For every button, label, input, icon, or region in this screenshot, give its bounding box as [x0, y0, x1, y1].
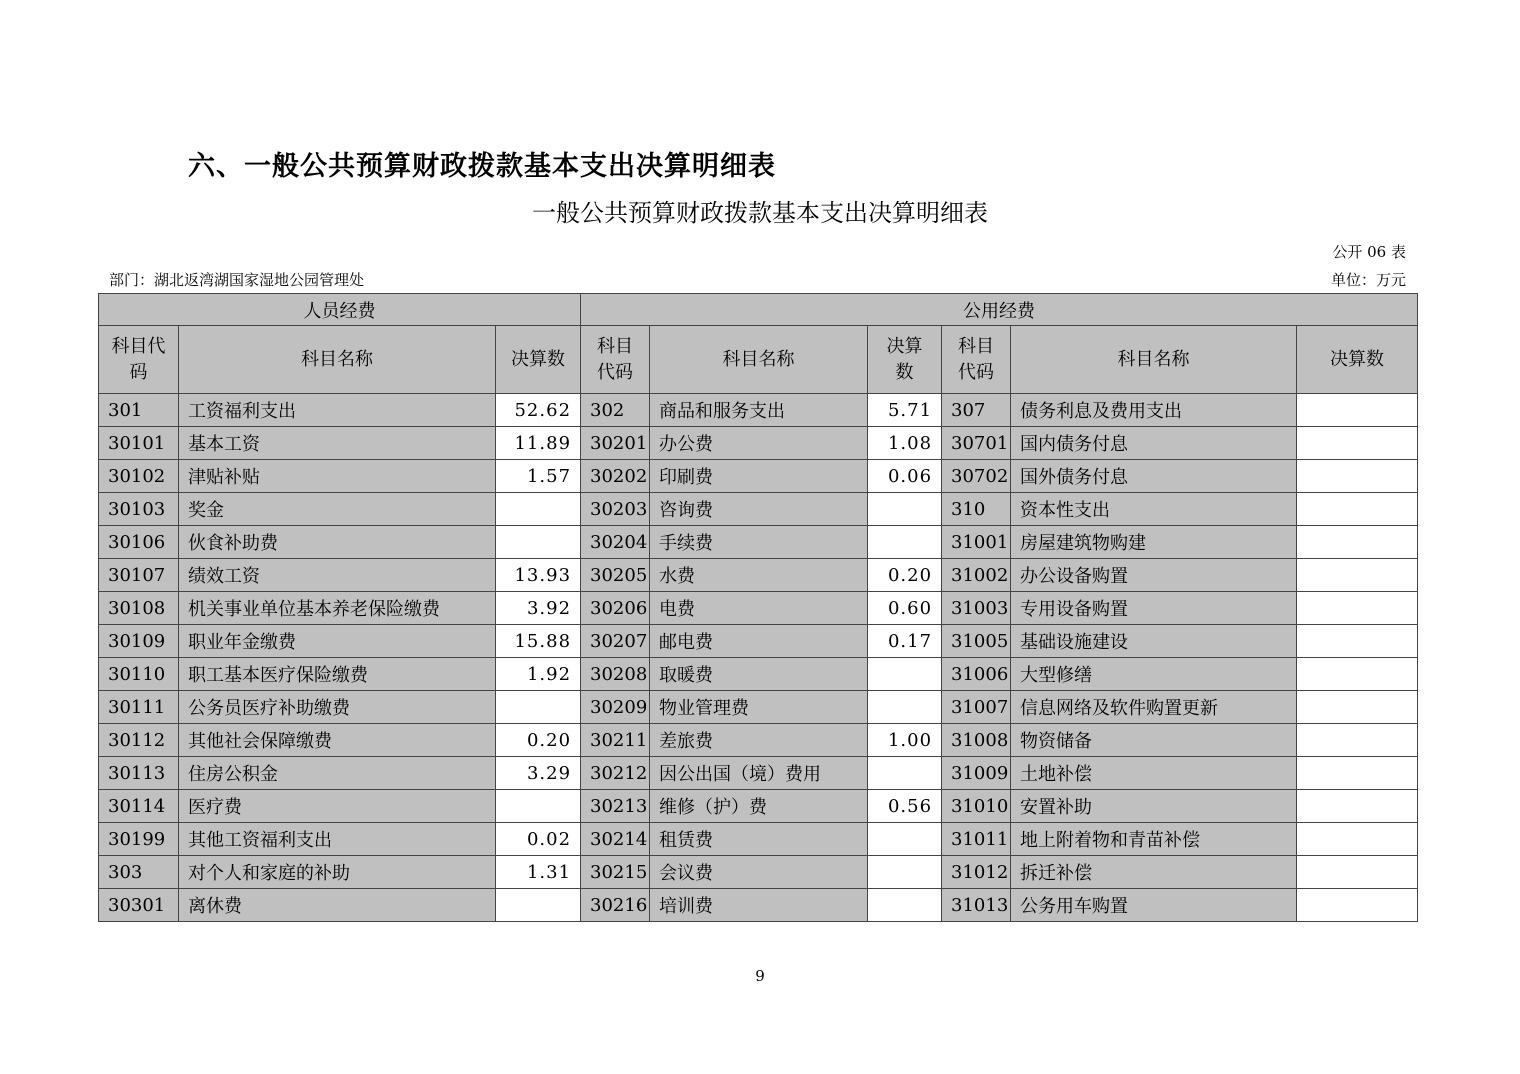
public1-name-cell: 会议费: [650, 856, 868, 889]
public1-amount-cell: 0.60: [868, 592, 942, 625]
personnel-name-cell: 职工基本医疗保险缴费: [179, 658, 496, 691]
public1-name-cell: 电费: [650, 592, 868, 625]
table-row: [99, 889, 1418, 922]
personnel-code-cell: 30103: [99, 493, 179, 526]
public1-amount-cell: 0.56: [868, 790, 942, 823]
public1-code-cell: 30212: [581, 757, 650, 790]
public1-amount-cell: 1.00: [868, 724, 942, 757]
col-header-personnel-code: 科目代码: [99, 326, 179, 394]
personnel-name-cell: 津贴补贴: [179, 460, 496, 493]
public1-amount-cell: 0.20: [868, 559, 942, 592]
table-row: [99, 394, 1418, 427]
personnel-code-cell: 30102: [99, 460, 179, 493]
public2-amount-cell: [1297, 823, 1418, 856]
public1-name-cell: 邮电费: [650, 625, 868, 658]
public2-code-cell: 31007: [942, 691, 1011, 724]
public2-code-cell: 31013: [942, 889, 1011, 922]
personnel-amount-cell: 13.93: [496, 559, 581, 592]
public2-amount-cell: [1297, 526, 1418, 559]
public1-name-cell: 水费: [650, 559, 868, 592]
column-header-row: [99, 326, 1418, 394]
public1-amount-cell: 5.71: [868, 394, 942, 427]
personnel-code-cell: 30107: [99, 559, 179, 592]
public2-amount-cell: [1297, 460, 1418, 493]
public1-name-cell: 咨询费: [650, 493, 868, 526]
col-header-public1-code: 科目代码: [581, 326, 650, 394]
public1-amount-cell: [868, 757, 942, 790]
public2-amount-cell: [1297, 757, 1418, 790]
personnel-code-cell: 30199: [99, 823, 179, 856]
personnel-amount-cell: 11.89: [496, 427, 581, 460]
public2-code-cell: 31003: [942, 592, 1011, 625]
public2-amount-cell: [1297, 889, 1418, 922]
personnel-amount-cell: 3.92: [496, 592, 581, 625]
personnel-name-cell: 公务员医疗补助缴费: [179, 691, 496, 724]
public2-amount-cell: [1297, 592, 1418, 625]
public2-amount-cell: [1297, 856, 1418, 889]
public1-amount-cell: [868, 856, 942, 889]
personnel-amount-cell: 3.29: [496, 757, 581, 790]
personnel-name-cell: 医疗费: [179, 790, 496, 823]
personnel-name-cell: 其他工资福利支出: [179, 823, 496, 856]
col-header-public1-name: 科目名称: [650, 326, 868, 394]
table-row: [99, 592, 1418, 625]
public1-code-cell: 30208: [581, 658, 650, 691]
public1-amount-cell: [868, 691, 942, 724]
personnel-name-cell: 住房公积金: [179, 757, 496, 790]
unit-label: 单位：万元: [1330, 271, 1406, 289]
public1-code-cell: 302: [581, 394, 650, 427]
page-number: 9: [755, 967, 765, 985]
public2-amount-cell: [1297, 691, 1418, 724]
public1-code-cell: 30203: [581, 493, 650, 526]
public1-name-cell: 因公出国（境）费用: [650, 757, 868, 790]
public2-name-cell: 资本性支出: [1011, 493, 1297, 526]
table-code: 公开 06 表: [1332, 243, 1406, 261]
public1-name-cell: 取暖费: [650, 658, 868, 691]
personnel-name-cell: 机关事业单位基本养老保险缴费: [179, 592, 496, 625]
personnel-amount-cell: 0.20: [496, 724, 581, 757]
personnel-amount-cell: [496, 790, 581, 823]
personnel-amount-cell: 1.31: [496, 856, 581, 889]
public1-name-cell: 手续费: [650, 526, 868, 559]
table-row: [99, 427, 1418, 460]
public1-amount-cell: 1.08: [868, 427, 942, 460]
personnel-amount-cell: 0.02: [496, 823, 581, 856]
public2-amount-cell: [1297, 625, 1418, 658]
public2-name-cell: 公务用车购置: [1011, 889, 1297, 922]
public2-name-cell: 国内债务付息: [1011, 427, 1297, 460]
personnel-code-cell: 30108: [99, 592, 179, 625]
table-row: [99, 724, 1418, 757]
public1-name-cell: 租赁费: [650, 823, 868, 856]
table-row: [99, 856, 1418, 889]
public2-code-cell: 31012: [942, 856, 1011, 889]
public2-code-cell: 31009: [942, 757, 1011, 790]
public1-code-cell: 30204: [581, 526, 650, 559]
public2-code-cell: 30702: [942, 460, 1011, 493]
budget-table: [98, 293, 1418, 922]
public2-code-cell: 31011: [942, 823, 1011, 856]
table-row: [99, 823, 1418, 856]
personnel-amount-cell: 1.92: [496, 658, 581, 691]
personnel-code-cell: 30109: [99, 625, 179, 658]
public2-name-cell: 安置补助: [1011, 790, 1297, 823]
col-header-public1-amount: 决算数: [868, 326, 942, 394]
public2-amount-cell: [1297, 658, 1418, 691]
department-label: 部门：湖北返湾湖国家湿地公园管理处: [109, 271, 365, 289]
public2-code-cell: 30701: [942, 427, 1011, 460]
public1-name-cell: 培训费: [650, 889, 868, 922]
public2-amount-cell: [1297, 790, 1418, 823]
table-row: [99, 790, 1418, 823]
personnel-amount-cell: [496, 889, 581, 922]
table-row: [99, 625, 1418, 658]
public2-code-cell: 310: [942, 493, 1011, 526]
public2-name-cell: 办公设备购置: [1011, 559, 1297, 592]
public1-code-cell: 30206: [581, 592, 650, 625]
public2-name-cell: 物资储备: [1011, 724, 1297, 757]
public1-amount-cell: 0.06: [868, 460, 942, 493]
personnel-amount-cell: 1.57: [496, 460, 581, 493]
public2-amount-cell: [1297, 493, 1418, 526]
public1-amount-cell: [868, 823, 942, 856]
col-header-personnel-name: 科目名称: [179, 326, 496, 394]
public2-name-cell: 土地补偿: [1011, 757, 1297, 790]
public1-name-cell: 商品和服务支出: [650, 394, 868, 427]
personnel-name-cell: 绩效工资: [179, 559, 496, 592]
public2-code-cell: 31001: [942, 526, 1011, 559]
public1-code-cell: 30215: [581, 856, 650, 889]
personnel-name-cell: 对个人和家庭的补助: [179, 856, 496, 889]
personnel-amount-cell: [496, 526, 581, 559]
personnel-code-cell: 30113: [99, 757, 179, 790]
section-title: 六、一般公共预算财政拨款基本支出决算明细表: [188, 151, 776, 182]
public2-amount-cell: [1297, 724, 1418, 757]
personnel-code-cell: 30111: [99, 691, 179, 724]
public2-amount-cell: [1297, 394, 1418, 427]
personnel-code-cell: 30301: [99, 889, 179, 922]
public2-code-cell: 31002: [942, 559, 1011, 592]
public2-name-cell: 专用设备购置: [1011, 592, 1297, 625]
col-header-public2-amount: 决算数: [1297, 326, 1418, 394]
group-header-personnel: 人员经费: [99, 294, 581, 326]
public1-amount-cell: [868, 526, 942, 559]
personnel-code-cell: 30106: [99, 526, 179, 559]
personnel-name-cell: 其他社会保障缴费: [179, 724, 496, 757]
personnel-code-cell: 30110: [99, 658, 179, 691]
public1-code-cell: 30201: [581, 427, 650, 460]
public1-name-cell: 物业管理费: [650, 691, 868, 724]
public1-amount-cell: [868, 658, 942, 691]
personnel-code-cell: 303: [99, 856, 179, 889]
public2-name-cell: 地上附着物和青苗补偿: [1011, 823, 1297, 856]
public2-code-cell: 307: [942, 394, 1011, 427]
public1-amount-cell: [868, 889, 942, 922]
group-header-row: [99, 294, 1418, 326]
personnel-code-cell: 30114: [99, 790, 179, 823]
public2-code-cell: 31010: [942, 790, 1011, 823]
public2-name-cell: 基础设施建设: [1011, 625, 1297, 658]
public1-code-cell: 30207: [581, 625, 650, 658]
public2-name-cell: 房屋建筑物购建: [1011, 526, 1297, 559]
personnel-amount-cell: [496, 691, 581, 724]
public2-name-cell: 国外债务付息: [1011, 460, 1297, 493]
public2-name-cell: 信息网络及软件购置更新: [1011, 691, 1297, 724]
public1-name-cell: 差旅费: [650, 724, 868, 757]
public1-code-cell: 30216: [581, 889, 650, 922]
public2-name-cell: 债务利息及费用支出: [1011, 394, 1297, 427]
public1-code-cell: 30213: [581, 790, 650, 823]
public2-code-cell: 31008: [942, 724, 1011, 757]
table-row: [99, 757, 1418, 790]
personnel-name-cell: 基本工资: [179, 427, 496, 460]
personnel-code-cell: 30112: [99, 724, 179, 757]
col-header-public2-name: 科目名称: [1011, 326, 1297, 394]
table-title: 一般公共预算财政拨款基本支出决算明细表: [532, 199, 988, 227]
public2-amount-cell: [1297, 427, 1418, 460]
table-row: [99, 460, 1418, 493]
public2-code-cell: 31005: [942, 625, 1011, 658]
personnel-name-cell: 离休费: [179, 889, 496, 922]
personnel-name-cell: 伙食补助费: [179, 526, 496, 559]
public2-name-cell: 大型修缮: [1011, 658, 1297, 691]
table-row: [99, 559, 1418, 592]
public1-code-cell: 30211: [581, 724, 650, 757]
table-row: [99, 526, 1418, 559]
group-header-public: 公用经费: [581, 294, 1418, 326]
public1-amount-cell: 0.17: [868, 625, 942, 658]
personnel-amount-cell: 52.62: [496, 394, 581, 427]
personnel-code-cell: 30101: [99, 427, 179, 460]
public1-code-cell: 30202: [581, 460, 650, 493]
public2-code-cell: 31006: [942, 658, 1011, 691]
personnel-name-cell: 奖金: [179, 493, 496, 526]
public1-name-cell: 印刷费: [650, 460, 868, 493]
public1-name-cell: 维修（护）费: [650, 790, 868, 823]
personnel-name-cell: 工资福利支出: [179, 394, 496, 427]
public1-code-cell: 30205: [581, 559, 650, 592]
personnel-code-cell: 301: [99, 394, 179, 427]
personnel-amount-cell: [496, 493, 581, 526]
public1-amount-cell: [868, 493, 942, 526]
public1-code-cell: 30209: [581, 691, 650, 724]
personnel-amount-cell: 15.88: [496, 625, 581, 658]
public1-code-cell: 30214: [581, 823, 650, 856]
personnel-name-cell: 职业年金缴费: [179, 625, 496, 658]
public2-name-cell: 拆迁补偿: [1011, 856, 1297, 889]
table-row: [99, 691, 1418, 724]
table-row: [99, 658, 1418, 691]
table-row: [99, 493, 1418, 526]
col-header-personnel-amount: 决算数: [496, 326, 581, 394]
public2-amount-cell: [1297, 559, 1418, 592]
col-header-public2-code: 科目代码: [942, 326, 1011, 394]
public1-name-cell: 办公费: [650, 427, 868, 460]
